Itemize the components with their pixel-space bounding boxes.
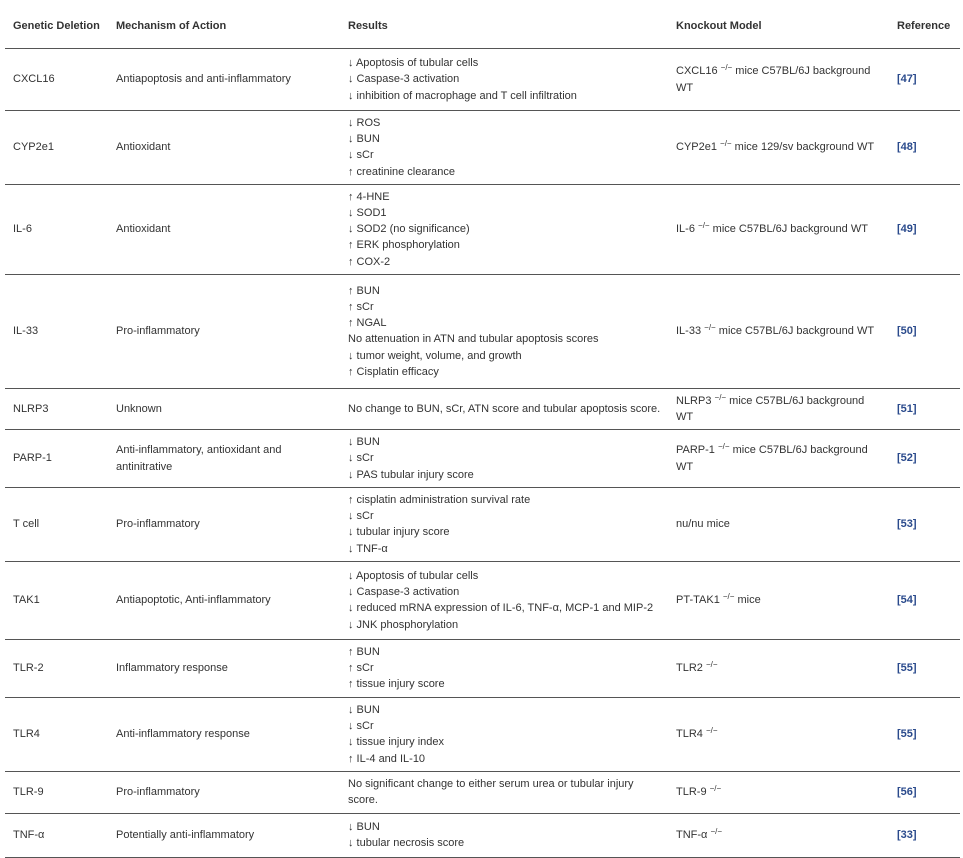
gene-cell: TLR-2 <box>5 639 108 697</box>
results-cell <box>340 639 668 697</box>
knockout-superscript: −/− <box>705 660 718 670</box>
result-line: ↓ inhibition of macrophage and T cell infiltration <box>348 89 577 102</box>
result-line: ↑ creatinine clearance <box>348 165 456 178</box>
knockout-superscript: −/− <box>698 221 710 231</box>
model-background: mice C57BL/6J background WT <box>676 444 868 473</box>
gene-cell: IL-33 <box>5 274 108 388</box>
reference-cell <box>889 561 960 639</box>
table-row <box>5 697 960 771</box>
knockout-superscript: −/− <box>720 63 733 73</box>
result-line: ↓ sCr <box>348 510 374 523</box>
table-row <box>5 561 960 639</box>
gene-cell: CXCL16 <box>5 49 108 111</box>
knockout-superscript: −/− <box>704 323 716 333</box>
gene-cell: CYP2e1 <box>5 111 108 185</box>
gene-cell: TLR4 <box>5 697 108 771</box>
gene-cell: TAK1 <box>5 561 108 639</box>
result-line: ↓ Caspase-3 activation <box>348 73 460 86</box>
table-row <box>5 184 960 274</box>
model-name: TLR-9 <box>676 786 710 799</box>
results-cell <box>340 561 668 639</box>
reference-cell <box>889 184 960 274</box>
reference-link[interactable]: [51] <box>897 402 917 415</box>
result-line: ↑ tissue injury score <box>348 678 445 691</box>
reference-cell <box>889 111 960 185</box>
result-line: ↓ sCr <box>348 452 374 465</box>
gene-cell: IL-6 <box>5 184 108 274</box>
reference-link[interactable]: [55] <box>897 662 917 675</box>
result-line: ↓ ROS <box>348 117 381 129</box>
model-name: PT-TAK1 <box>676 594 723 607</box>
header-row <box>5 4 960 49</box>
mechanism-cell: Inflammatory response <box>108 639 340 697</box>
knockout-model-cell <box>668 49 889 111</box>
model-background: mice C57BL/6J background WT <box>709 223 868 236</box>
reference-link[interactable]: [48] <box>897 141 917 154</box>
knockout-superscript: −/− <box>717 442 730 452</box>
knockout-superscript: −/− <box>720 139 732 149</box>
model-name: TLR2 <box>676 662 706 675</box>
mechanism-cell: Antiapoptosis and anti-inflammatory <box>108 49 340 111</box>
reference-link[interactable]: [33] <box>897 829 917 842</box>
result-line: ↓ tubular injury score <box>348 526 450 539</box>
model-name: CXCL16 <box>676 65 721 78</box>
result-line: ↓ sCr <box>348 149 374 162</box>
mechanism-cell: Pro-inflammatory <box>108 487 340 561</box>
mechanism-cell: Anti-inflammatory, antioxidant and antinitrative <box>108 430 340 488</box>
model-name: IL-33 <box>676 325 705 338</box>
results-cell <box>340 771 668 813</box>
results-cell <box>340 274 668 388</box>
result-line: ↓ TNF-α <box>348 542 388 555</box>
result-line: ↓ Apoptosis of tubular cells <box>348 569 479 582</box>
results-cell <box>340 184 668 274</box>
result-line: ↑ BUN <box>348 284 380 297</box>
header-mechanism: Mechanism of Action <box>108 4 340 49</box>
result-line: ↓ JNK phosphorylation <box>348 618 459 631</box>
reference-link[interactable]: [56] <box>897 786 917 799</box>
mechanism-cell: Antioxidant <box>108 111 340 185</box>
knockout-model-cell <box>668 184 889 274</box>
reference-cell <box>889 771 960 813</box>
model-name: PARP-1 <box>676 444 718 457</box>
reference-link[interactable]: [49] <box>897 223 917 236</box>
model-background: mice <box>734 594 761 607</box>
gene-cell: TLR-9 <box>5 771 108 813</box>
result-line: ↑ Cisplatin efficacy <box>348 365 439 378</box>
knockout-model-cell <box>668 697 889 771</box>
result-line: ↑ IL-4 and IL-10 <box>348 752 426 765</box>
table-row <box>5 639 960 697</box>
result-line: No change to BUN, sCr, ATN score and tubular apoptosis score. <box>348 402 661 415</box>
result-line: ↓ BUN <box>348 133 380 146</box>
result-line: ↓ sCr <box>348 720 374 733</box>
table-row <box>5 430 960 488</box>
table-row <box>5 49 960 111</box>
mechanism-cell: Potentially anti-inflammatory <box>108 813 340 857</box>
result-line: ↓ tissue injury index <box>348 736 444 749</box>
result-line: ↓ Apoptosis of tubular cells <box>348 57 479 70</box>
knockout-model-cell <box>668 771 889 813</box>
result-line: ↑ NGAL <box>348 317 387 330</box>
knockout-model-cell <box>668 430 889 488</box>
knockout-model-cell <box>668 487 889 561</box>
reference-cell <box>889 274 960 388</box>
results-cell <box>340 697 668 771</box>
result-line: No significant change to either serum urea or tubular injury score. <box>348 778 634 807</box>
mechanism-cell: Unknown <box>108 388 340 429</box>
results-cell <box>340 111 668 185</box>
header-results: Results <box>340 4 668 49</box>
table-row <box>5 771 960 813</box>
result-line: ↑ cisplatin administration survival rate <box>348 493 531 506</box>
mechanism-cell: Antiapoptotic, Anti-inflammatory <box>108 561 340 639</box>
model-background: mice C57BL/6J background WT <box>715 325 875 338</box>
reference-cell <box>889 430 960 488</box>
model-name: IL-6 <box>676 223 699 236</box>
model-background: mice 129/sv background WT <box>731 141 875 154</box>
table-row <box>5 111 960 185</box>
results-cell <box>340 49 668 111</box>
mechanism-cell: Pro-inflammatory <box>108 771 340 813</box>
gene-cell: TNF-α <box>5 813 108 857</box>
results-cell <box>340 813 668 857</box>
knockout-superscript: −/− <box>705 726 718 736</box>
result-line: ↓ reduced mRNA expression of IL-6, TNF-α, MCP-1 and MIP-2 <box>348 602 654 615</box>
table-row <box>5 274 960 388</box>
reference-cell <box>889 813 960 857</box>
reference-link[interactable]: [52] <box>897 452 917 465</box>
reference-link[interactable]: [53] <box>897 518 917 531</box>
model-name: CYP2e1 <box>676 141 721 154</box>
table-body <box>5 49 960 858</box>
result-line: ↑ BUN <box>348 646 380 659</box>
result-line: ↓ tumor weight, volume, and growth <box>348 349 522 362</box>
knockout-model-cell <box>668 561 889 639</box>
knockout-superscript: −/− <box>709 784 722 794</box>
knockout-model-cell <box>668 813 889 857</box>
result-line: ↓ BUN <box>348 821 380 834</box>
reference-link[interactable]: [55] <box>897 728 917 741</box>
knockout-model-cell <box>668 274 889 388</box>
knockout-superscript: −/− <box>710 827 723 837</box>
gene-cell: PARP-1 <box>5 430 108 488</box>
result-line: ↑ sCr <box>348 662 374 675</box>
model-name: nu/nu mice <box>676 518 730 531</box>
header-genetic-deletion: Genetic Deletion <box>5 4 108 49</box>
table-row <box>5 813 960 857</box>
result-line: ↑ COX-2 <box>348 255 391 268</box>
knockout-model-cell <box>668 111 889 185</box>
result-line: ↓ PAS tubular injury score <box>348 468 474 481</box>
model-name: TLR4 <box>676 728 706 741</box>
header-reference: Reference <box>889 4 960 49</box>
result-line: ↓ SOD2 (no significance) <box>348 223 470 236</box>
mechanism-cell: Antioxidant <box>108 184 340 274</box>
model-background: mice C57BL/6J background WT <box>676 394 865 424</box>
knockout-superscript: −/− <box>722 592 735 602</box>
reference-cell <box>889 697 960 771</box>
gene-cell: NLRP3 <box>5 388 108 429</box>
reference-link[interactable]: [47] <box>897 73 917 86</box>
header-knockout-model: Knockout Model <box>668 4 889 49</box>
results-cell <box>340 388 668 429</box>
model-name: TNF-α <box>676 829 711 842</box>
table-row <box>5 388 960 429</box>
result-line: ↓ Caspase-3 activation <box>348 586 460 599</box>
model-background: mice C57BL/6J background WT <box>676 65 871 94</box>
result-line: No attenuation in ATN and tubular apoptosis scores <box>348 333 599 346</box>
table-row <box>5 487 960 561</box>
result-line: ↑ ERK phosphorylation <box>348 239 460 252</box>
reference-cell <box>889 639 960 697</box>
model-name: NLRP3 <box>676 394 715 407</box>
reference-cell <box>889 49 960 111</box>
result-line: ↓ SOD1 <box>348 207 387 220</box>
result-line: ↓ BUN <box>348 436 380 449</box>
knockout-models-table <box>5 4 960 858</box>
knockout-superscript: −/− <box>714 392 727 402</box>
knockout-model-cell <box>668 639 889 697</box>
knockout-model-cell <box>668 388 889 429</box>
reference-link[interactable]: [54] <box>897 594 917 607</box>
result-line: ↑ sCr <box>348 300 374 313</box>
reference-link[interactable]: [50] <box>897 325 917 338</box>
reference-cell <box>889 487 960 561</box>
gene-cell: T cell <box>5 487 108 561</box>
results-cell <box>340 487 668 561</box>
mechanism-cell: Pro-inflammatory <box>108 274 340 388</box>
result-line: ↑ 4-HNE <box>348 190 390 203</box>
mechanism-cell: Anti-inflammatory response <box>108 697 340 771</box>
reference-cell <box>889 388 960 429</box>
result-line: ↓ BUN <box>348 703 380 716</box>
results-cell <box>340 430 668 488</box>
result-line: ↓ tubular necrosis score <box>348 837 465 850</box>
